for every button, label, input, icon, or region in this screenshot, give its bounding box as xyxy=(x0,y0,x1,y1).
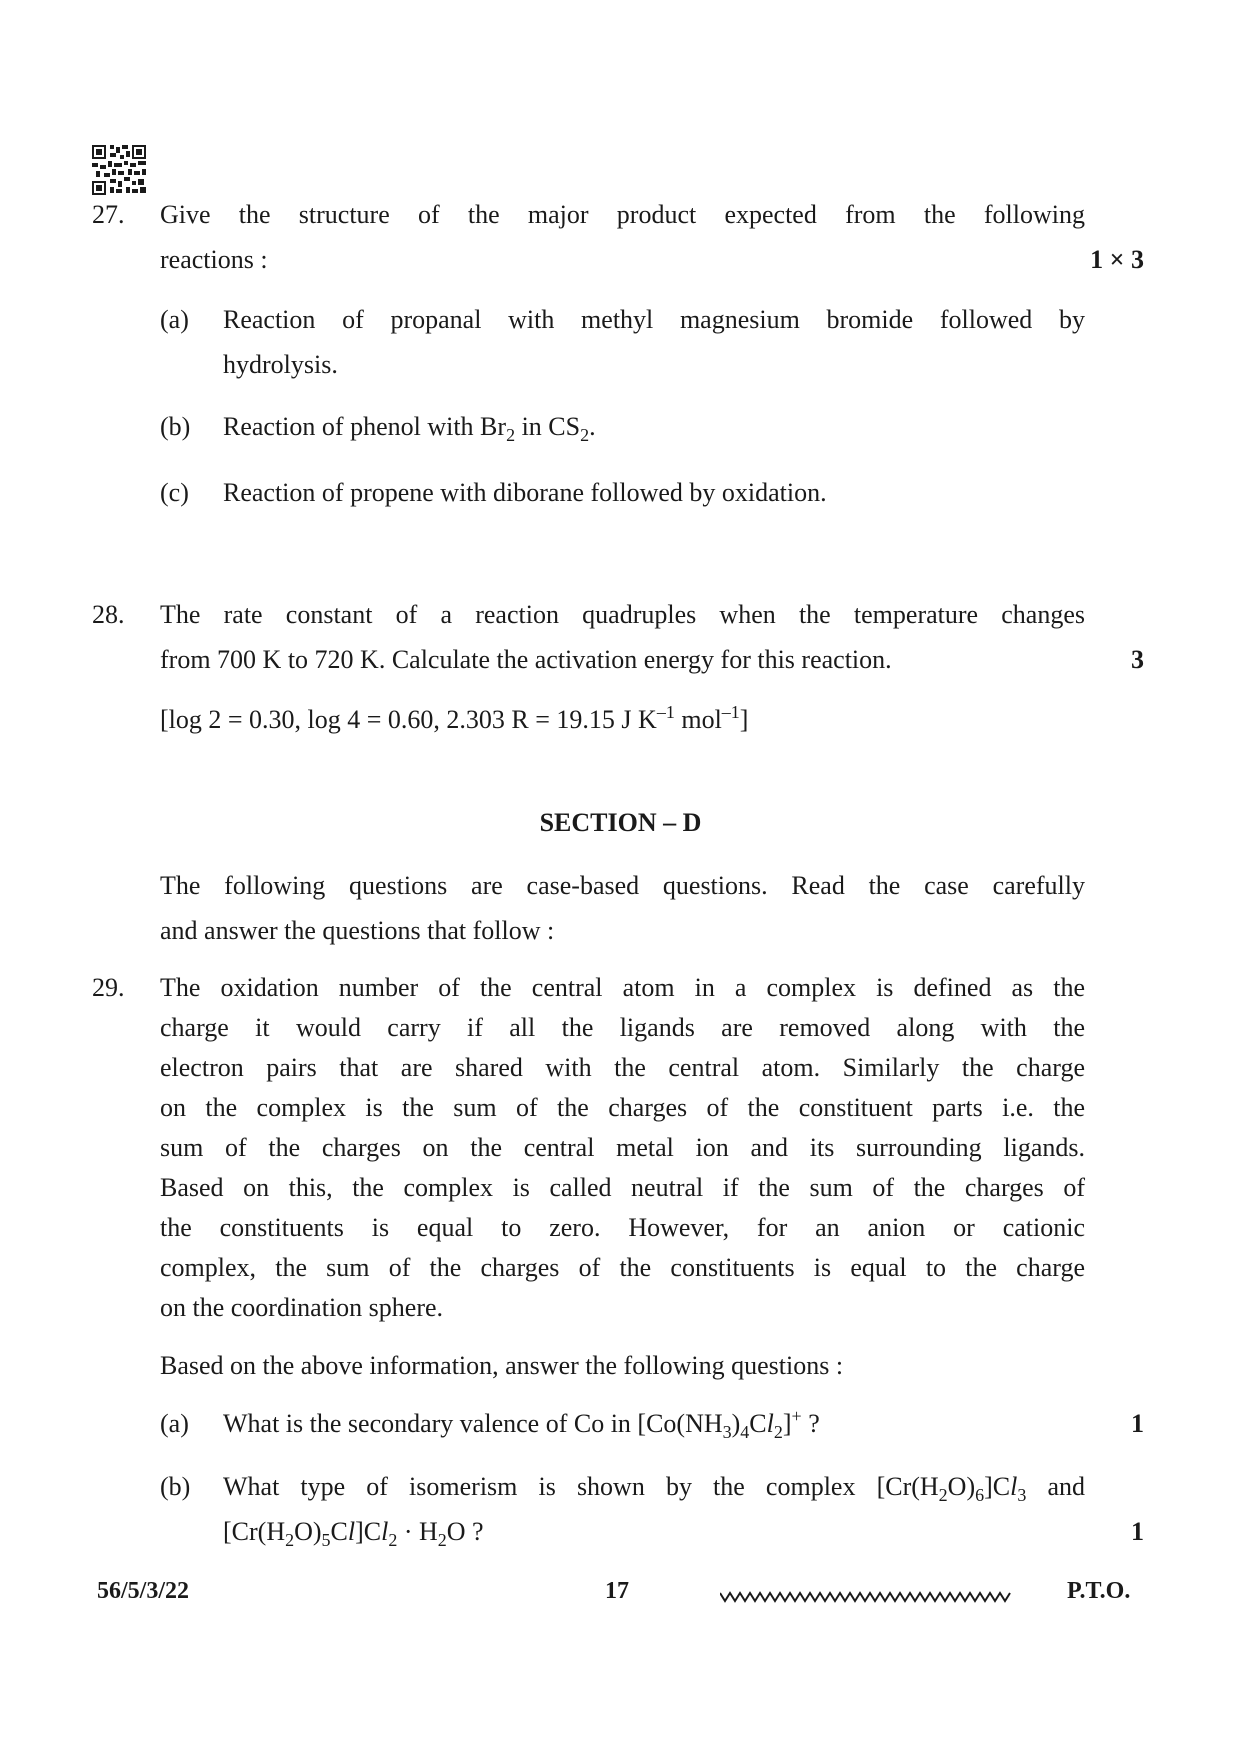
sub-text: Reaction of propene with diborane followed by oxidation. xyxy=(223,478,827,507)
intro-text: and answer the questions that follow : xyxy=(160,916,555,945)
question-number: 28. xyxy=(92,600,125,629)
given-data: [log 2 = 0.30, log 4 = 0.60, 2.303 R = 19.15 J $K^{-1}$ mol$^{-1}$] xyxy=(160,702,749,734)
question-text: The rate constant of a reaction quadruples when the temperature changes xyxy=(160,600,1085,629)
sub-text: $[Cr(H_2O)_5Cl]Cl_2 \cdot H_2O$ ? xyxy=(223,1517,484,1550)
section-intro xyxy=(160,863,1085,953)
sub-text: Reaction of phenol with $Br_2$ in $CS_2$. xyxy=(223,412,596,445)
case-paragraph xyxy=(160,968,1085,1388)
question-number: 27. xyxy=(92,200,125,229)
case-line: on the complex is the sum of the charges of the constituent parts i.e. the xyxy=(160,1093,1085,1122)
case-line: sum of the charges on the central metal ion and its surrounding ligands. xyxy=(160,1133,1085,1162)
marks: 1 xyxy=(1131,1409,1144,1438)
qr-code-icon xyxy=(92,145,146,195)
case-line: on the coordination sphere. xyxy=(160,1293,444,1322)
pto-label: P.T.O. xyxy=(1067,1578,1131,1604)
sub-text: Reaction of propanal with methyl magnesium bromide followed by xyxy=(223,305,1085,334)
sub-text: What is the secondary valence of Co in $[Co(NH_3)_4Cl_2]^+$ ? xyxy=(223,1406,820,1442)
paper-code: 56/5/3/22 xyxy=(97,1578,190,1604)
case-line: Based on this, the complex is called neutral if the sum of the charges of xyxy=(160,1173,1085,1202)
section-title: SECTION – D xyxy=(539,808,702,837)
sub-label: (b) xyxy=(160,1472,191,1501)
intro-text: The following questions are case-based questions. Read the case carefully xyxy=(160,871,1085,900)
question-text: Give the structure of the major product expected from the following xyxy=(160,200,1085,229)
case-line: the constituents is equal to zero. However, for an anion or cationic xyxy=(160,1213,1085,1242)
marks: 3 xyxy=(1131,645,1144,674)
case-line: complex, the sum of the charges of the constituents is equal to the charge xyxy=(160,1253,1085,1282)
sub-text: What type of isomerism is shown by the complex $[Cr(H_2O)_6]Cl_3$ and xyxy=(223,1472,1085,1505)
question-text: reactions : xyxy=(160,245,268,274)
page-number: 17 xyxy=(605,1578,629,1604)
case-line: electron pairs that are shared with the central atom. Similarly the charge xyxy=(160,1053,1085,1082)
case-line: The oxidation number of the central atom in a complex is defined as the xyxy=(160,973,1085,1002)
sub-label: (a) xyxy=(160,305,189,334)
question-text: from 700 K to 720 K. Calculate the activation energy for this reaction. xyxy=(160,645,892,674)
sub-label: (b) xyxy=(160,412,191,441)
marks: 1 xyxy=(1131,1517,1144,1546)
wavy-line-decoration xyxy=(720,1590,1012,1604)
marks: 1 × 3 xyxy=(1090,245,1144,274)
sub-label: (a) xyxy=(160,1409,189,1438)
sub-text: hydrolysis. xyxy=(223,350,338,379)
case-prompt: Based on the above information, answer the following questions : xyxy=(160,1351,844,1380)
sub-label: (c) xyxy=(160,478,189,507)
case-line: charge it would carry if all the ligands are removed along with the xyxy=(160,1013,1085,1042)
question-number: 29. xyxy=(92,973,125,1002)
